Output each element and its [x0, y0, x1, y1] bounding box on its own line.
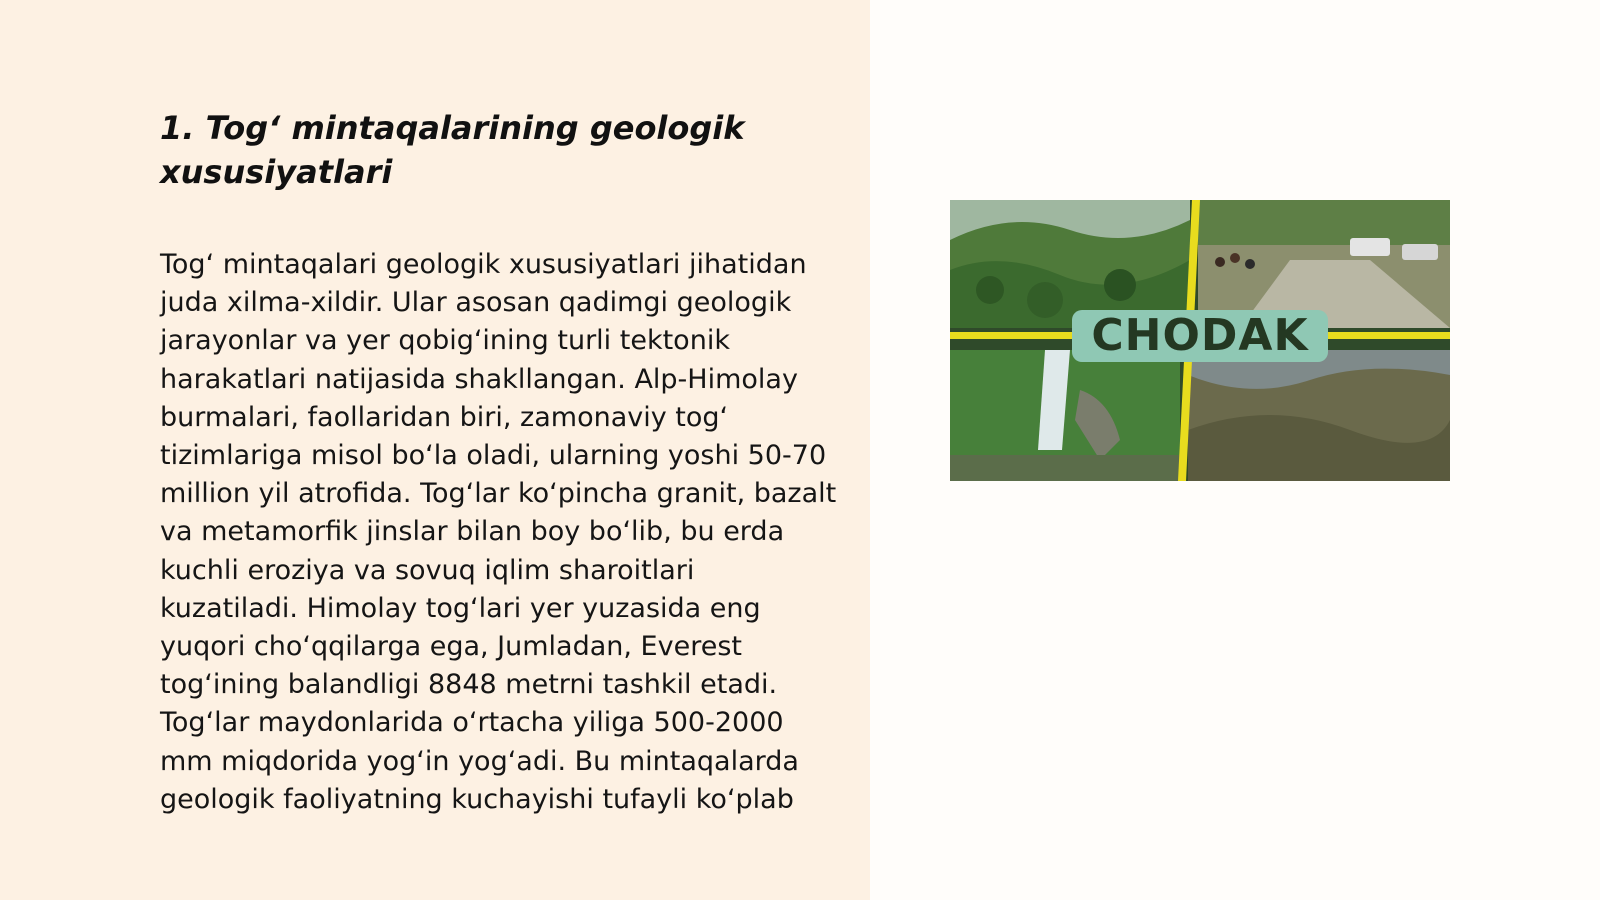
image-caption: CHODAK: [1091, 310, 1309, 361]
slide-heading: 1. Tog‘ mintaqalarining geologik xususiyatlari: [160, 109, 745, 191]
chodak-collage-image: [950, 200, 1450, 481]
slide-body-text: Tog‘ mintaqalari geologik xususiyatlari jihatidan juda xilma-xildir. Ular asosan qadimgi geologik jarayonlar va yer qobig‘ining turli tektonik harakatlari natijasida shakllangan. Alp-Himolay burmalari, faollaridan biri, zamonaviy tog‘ tizimlariga misol bo‘la oladi, ularning yoshi 50-70 million yil atrofida. Tog‘lar ko‘pincha granit, bazalt va metamorfik jinslar bilan boy bo‘lib, bu erda kuchli eroziya va sovuq iqlim sharoitlari kuzatiladi. Himolay tog‘lari yer yuzasida eng yuqori cho‘qqilarga ega, Jumladan, Everest tog‘ining balandligi 8848 metrni tashkil etadi. Tog‘lar maydonlarida o‘rtacha yiliga 500-2000 mm miqdorida yog‘in yog‘adi. Bu mintaqalarda geologik faoliyatning kuchayishi tufayli ko‘plab: [160, 249, 837, 815]
